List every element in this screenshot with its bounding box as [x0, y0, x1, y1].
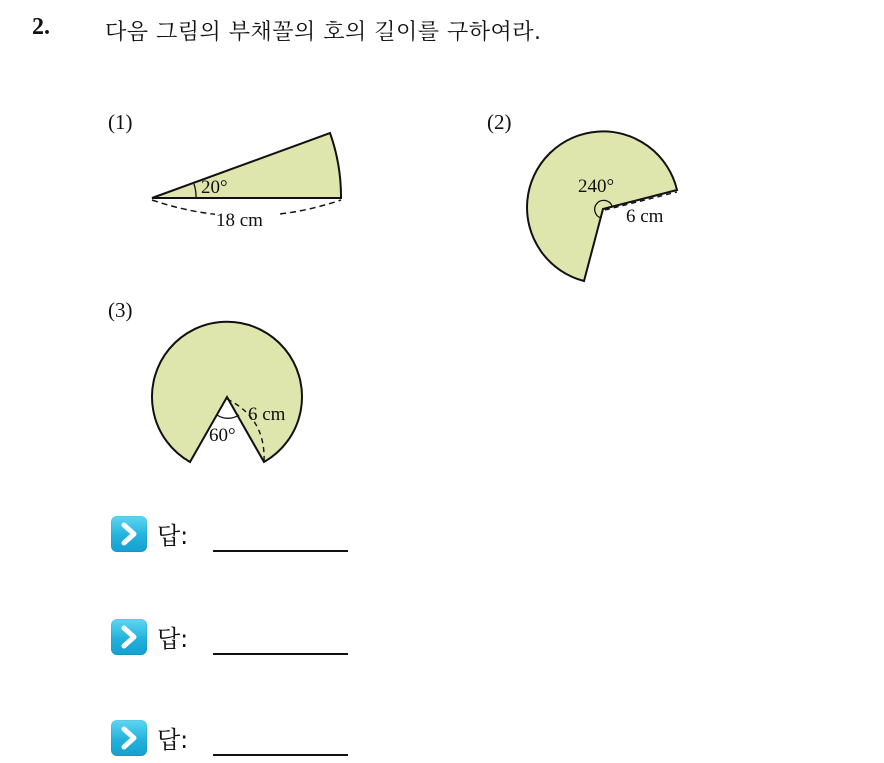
answer-blank-1[interactable]: [213, 550, 348, 552]
question-text: 다음 그림의 부채꼴의 호의 길이를 구하여라.: [105, 20, 542, 45]
answer-blank-2[interactable]: [213, 653, 348, 655]
answer-blank-3[interactable]: [213, 754, 348, 756]
figure-2-radius: 6 cm: [626, 206, 664, 227]
answer-label: 답:: [157, 522, 189, 550]
figure-2-label: (2): [487, 110, 512, 134]
answer-label: 답:: [157, 726, 189, 754]
figure-2-sector: [520, 125, 700, 290]
figure-1-label: (1): [108, 110, 133, 134]
question-number: 2.: [32, 14, 50, 40]
figure-3-angle: 60°: [209, 425, 236, 446]
chevron-right-icon: [111, 516, 147, 552]
figure-1-angle: 20°: [201, 177, 228, 198]
chevron-right-icon: [111, 619, 147, 655]
figure-3-sector: [140, 310, 315, 470]
figure-3-label: (3): [108, 298, 133, 322]
chevron-right-icon: [111, 720, 147, 756]
figure-1-radius: 18 cm: [216, 210, 263, 231]
figure-3-radius: 6 cm: [248, 404, 286, 425]
figure-2-angle: 240°: [578, 176, 615, 197]
answer-label: 답:: [157, 625, 189, 653]
figure-1-sector: [140, 122, 360, 242]
